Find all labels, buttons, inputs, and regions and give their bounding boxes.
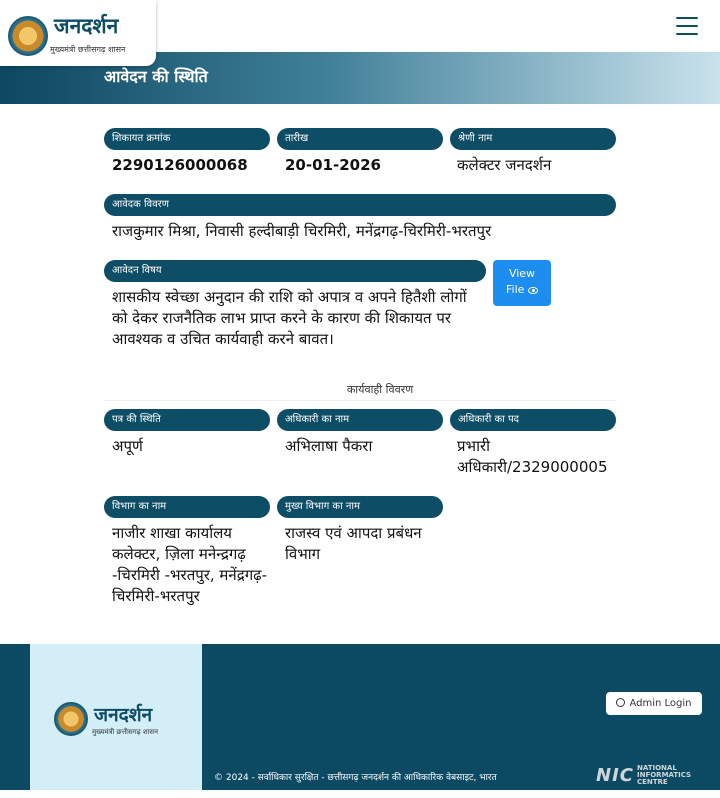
applicant-details-label: आवेदक विवरण [104, 194, 616, 216]
complaint-number-label: शिकायत क्रमांक [104, 128, 270, 150]
hamburger-menu-icon[interactable] [676, 17, 698, 35]
officer-post-label: अधिकारी का पद [450, 409, 616, 431]
section-divider [104, 400, 616, 401]
admin-login-button[interactable] [606, 692, 702, 715]
date-label: तारीख [277, 128, 443, 150]
footer-logo-panel [30, 644, 202, 790]
nic-mark: NIC [596, 765, 634, 786]
top-bar [0, 0, 720, 52]
brand-subtitle: मुख्यमंत्री छत्तीसगढ़ शासन [50, 45, 126, 54]
letter-status-value: अपूर्ण [112, 437, 143, 455]
category-label: श्रेणी नाम [450, 128, 616, 150]
officer-post-value-line1: प्रभारी [457, 437, 490, 455]
footer-brand-name: जनदर्शन [94, 704, 153, 726]
date-value: 20-01-2026 [285, 156, 381, 174]
complaint-number-value: 2290126000068 [112, 156, 248, 174]
state-emblem-icon [8, 16, 48, 56]
officer-name-value: अभिलाषा पैकरा [285, 437, 373, 455]
action-details-heading: कार्यवाही विवरण [346, 383, 414, 396]
copyright-text: © 2024 - सर्वाधिकार सुरक्षित - छत्तीसगढ़ जनदर्शन की आधिकारिक वेबसाइट, भारत [214, 773, 497, 783]
officer-post-value-line2: अधिकारी/2329000005 [457, 458, 608, 476]
admin-login-label: Admin Login [629, 698, 692, 709]
footer-state-emblem-icon [54, 702, 88, 736]
category-value: कलेक्टर जनदर्शन [457, 156, 552, 174]
page-title: आवेदन की स्थिति [104, 67, 208, 86]
bottom-strip [0, 790, 720, 798]
applicant-details-value: राजकुमार मिश्रा, निवासी हल्दीबाड़ी चिरमिरी, मनेंद्रगढ़-चिरमिरी-भरतपुर [112, 222, 492, 240]
brand-logo-card[interactable] [0, 0, 156, 66]
letter-status-label: पत्र की स्थिति [104, 409, 270, 431]
view-file-label-line1: View [508, 267, 536, 280]
application-subject-label: आवेदन विषय [104, 260, 486, 282]
eye-icon [528, 287, 538, 294]
main-department-label: मुख्य विभाग का नाम [277, 496, 443, 518]
view-file-label-line2: File [506, 283, 525, 296]
nic-logo[interactable] [596, 765, 691, 786]
footer-brand-subtitle: मुख्यमंत्री छत्तीसगढ़ शासन [92, 728, 159, 736]
login-icon [616, 698, 625, 707]
officer-name-label: अधिकारी का नाम [277, 409, 443, 431]
view-file-button[interactable] [493, 260, 551, 306]
nic-text: NATIONAL INFORMATICS CENTRE [636, 764, 692, 786]
brand-name: जनदर्शन [54, 14, 119, 38]
main-department-value: राजस्व एवं आपदा प्रबंधन विभाग [285, 524, 422, 563]
application-subject-value: शासकीय स्वेच्छा अनुदान की राशि को अपात्र व अपने हितैशी लोगों को देकर राजनैतिक लाभ प्राप्त करने के कारण की शिकायत पर आवश्यक व उचित कार्यवाही करने बावत। [112, 288, 467, 348]
department-value: नाजीर शाखा कार्यालय कलेक्टर, ज़िला मनेन्द्रगढ़ -चिरमिरी -भरतपुर, मनेंद्रगढ़-चिरमिरी-भरतपुर [112, 524, 267, 605]
site-footer [0, 644, 720, 790]
department-label: विभाग का नाम [104, 496, 270, 518]
